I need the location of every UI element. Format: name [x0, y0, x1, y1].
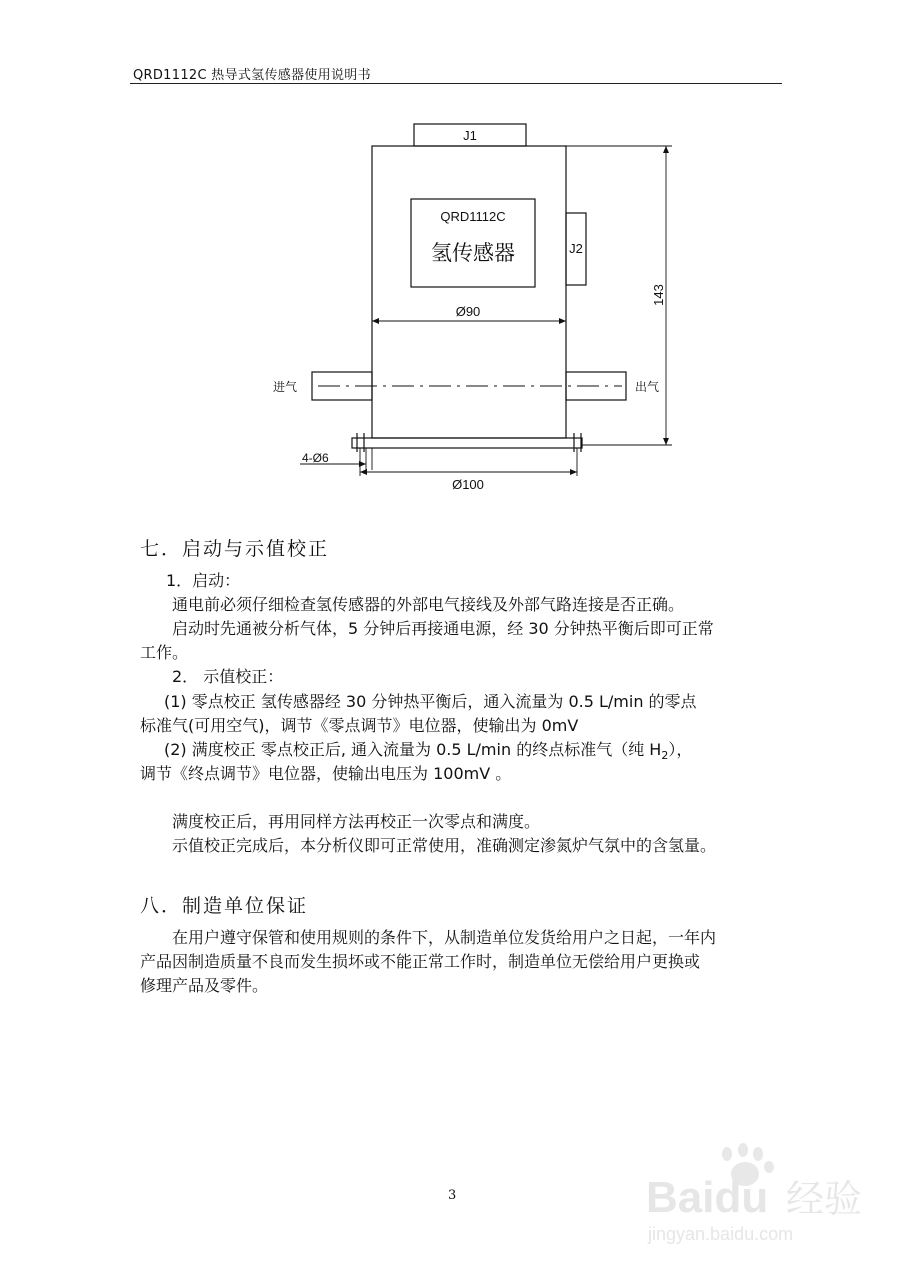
body-diameter-label: Ø90 — [455, 304, 481, 319]
baidu-watermark — [626, 1140, 896, 1270]
watermark-brand: Baidu — [646, 1173, 769, 1222]
j1-label: J1 — [463, 128, 477, 143]
span-calibration-line2: 调节《终点调节》电位器，使输出电压为 100mV 。 — [140, 764, 512, 783]
base-diameter-label: Ø100 — [452, 477, 484, 492]
inlet-label: 进气 — [273, 380, 298, 394]
section-8-title: 八．制造单位保证 — [140, 895, 309, 917]
zero-calibration-line2: 标准气(可用空气)，调节《零点调节》电位器，使输出为 0mV — [140, 716, 579, 735]
watermark-url: jingyan.baidu.com — [648, 1224, 794, 1244]
section-7-sub1: 1．启动： — [166, 571, 241, 590]
model-label: QRD1112C — [440, 209, 506, 224]
sensor-body — [372, 146, 566, 438]
document-header: QRD1112C 热导式氢传感器使用说明书 — [133, 68, 371, 83]
base-plate — [352, 438, 582, 448]
height-label: 143 — [651, 284, 666, 306]
span-line1-text: (2) 满度校正 零点校正后, 通入流量为 0.5 L/min 的终点标准气（纯 H — [164, 740, 662, 759]
section-7-para4: 示值校正完成后，本分析仪即可正常使用，准确测定渗氮炉气氛中的含氢量。 — [172, 836, 717, 855]
j2-label: J2 — [569, 241, 583, 256]
section-7-para1: 通电前必须仔细检查氢传感器的外部电气接线及外部气路连接是否正确。 — [172, 595, 685, 614]
section-7-sub2: 2． 示值校正： — [172, 667, 284, 686]
section-7-para2-line1: 启动时先通被分析气体，5 分钟后再接通电源，经 30 分钟热平衡后即可正常 — [172, 619, 714, 638]
span-line1-subscript: 2 — [661, 749, 669, 763]
sensor-dimension-diagram — [0, 0, 904, 520]
section-7-title: 七．启动与示值校正 — [140, 538, 330, 560]
page-number: 3 — [448, 1188, 457, 1203]
section-8-line3: 修理产品及零件。 — [140, 976, 269, 995]
watermark-cn: 经验 — [786, 1179, 863, 1221]
section-7-para2-line2: 工作。 — [140, 643, 189, 662]
section-7-para3: 满度校正后，再用同样方法再校正一次零点和满度。 — [172, 812, 541, 831]
holes-label: 4-Ø6 — [302, 451, 329, 465]
span-line1-tail: ）， — [668, 740, 693, 759]
section-8-line1: 在用户遵守保管和使用规则的条件下，从制造单位发货给用户之日起，一年内 — [172, 928, 717, 947]
section-8-line2: 产品因制造质量不良而发生损坏或不能正常工作时，制造单位无偿给用户更换或 — [140, 952, 701, 971]
zero-calibration-line1: (1) 零点校正 氢传感器经 30 分钟热平衡后，通入流量为 0.5 L/min 的零点 — [164, 692, 697, 711]
device-name-label: 氢传感器 — [431, 241, 515, 265]
outlet-label: 出气 — [635, 380, 660, 394]
